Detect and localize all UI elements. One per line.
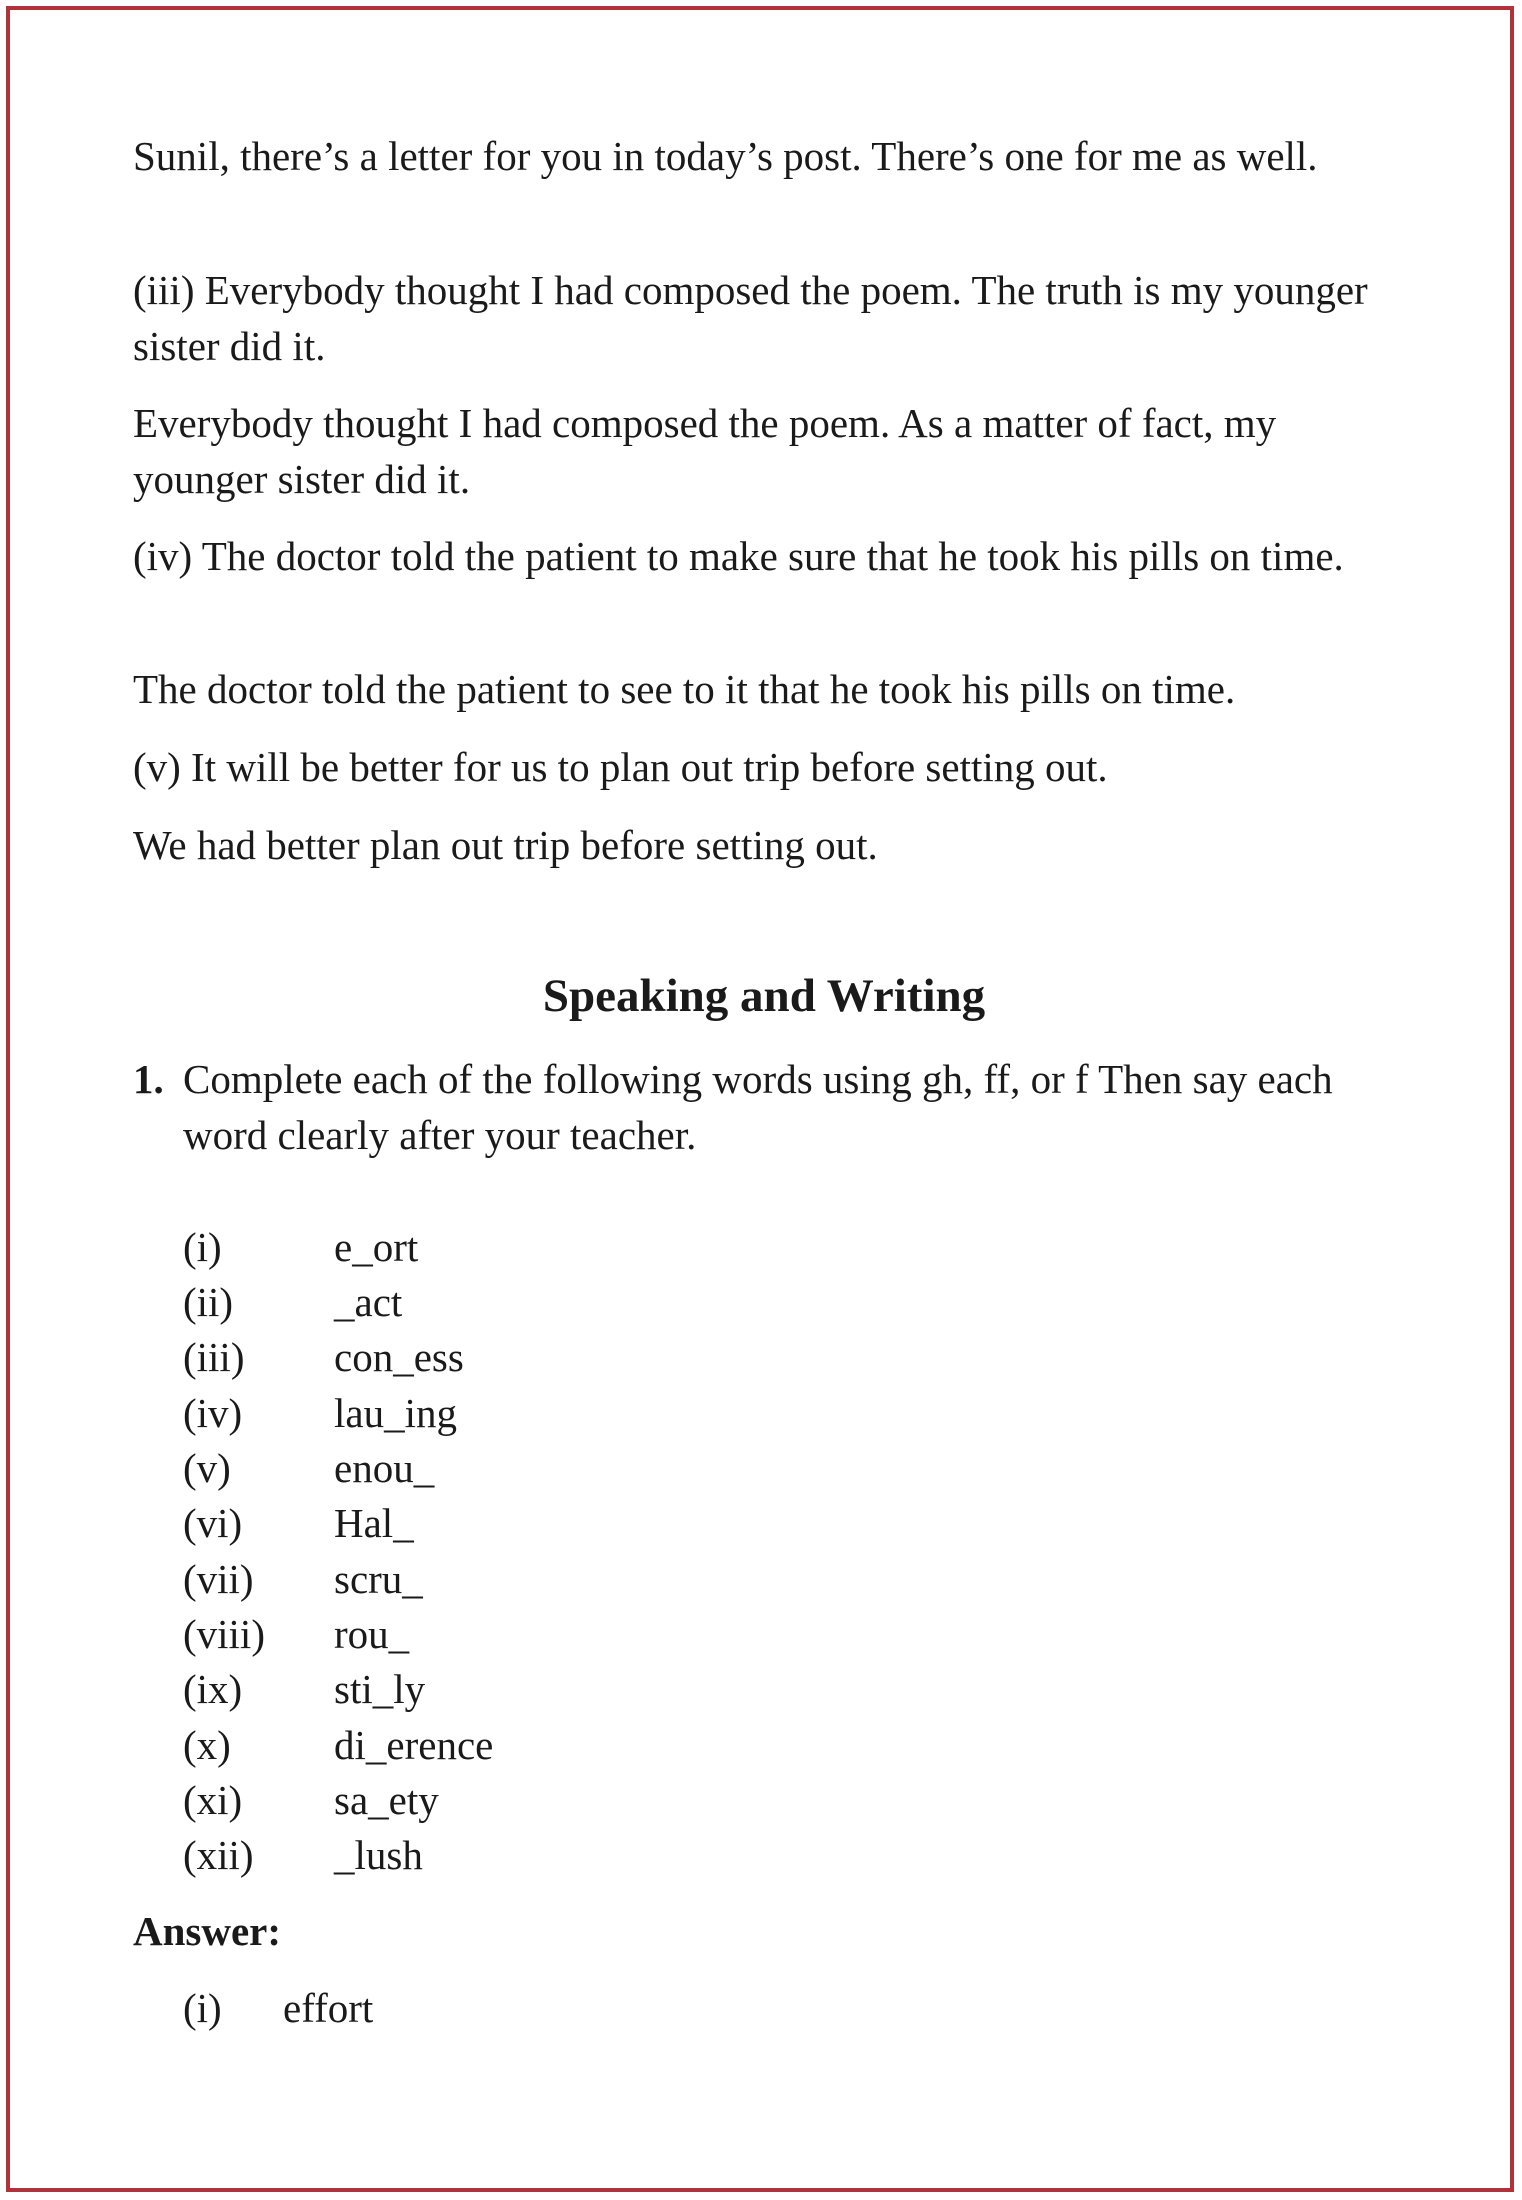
example-paragraph: The doctor told the patient to see to it that he took his pills on time.: [133, 666, 1236, 712]
answer-item: [183, 1980, 683, 2036]
example-paragraph: Sunil, there’s a letter for you in today’s post. There’s one for me as well.: [133, 133, 1318, 179]
list-item: [183, 1274, 783, 1330]
item-word: di_erence: [334, 1722, 494, 1768]
item-word: lau_ing: [334, 1390, 457, 1436]
example-paragraph: (v) It will be better for us to plan out trip before setting out.: [133, 744, 1108, 790]
list-item: [183, 1495, 783, 1551]
item-word: scru_: [334, 1556, 423, 1602]
list-item: [183, 1717, 783, 1773]
example-paragraph: We had better plan out trip before setting out.: [133, 822, 878, 868]
list-item: [183, 1385, 783, 1441]
answer-label: Answer:: [133, 1908, 282, 1954]
example-paragraph: (iv) The doctor told the patient to make sure that he took his pills on time.: [133, 533, 1344, 579]
answer-word: effort: [283, 1985, 374, 2031]
item-number: (i): [183, 1224, 222, 1270]
question-number: 1.: [133, 1056, 164, 1102]
item-number: (ii): [183, 1279, 234, 1325]
list-item: [183, 1606, 783, 1662]
section-heading: Speaking and Writing: [542, 970, 986, 1022]
example-paragraph: (iii) Everybody thought I had composed the poem. The truth is my younger sister did it.: [133, 267, 1368, 369]
list-item: [183, 1827, 783, 1883]
item-word: sti_ly: [334, 1666, 426, 1712]
question-text: Complete each of the following words using gh, ff, or f Then say each word clearly after your teacher.: [183, 1056, 1333, 1158]
item-number: (viii): [183, 1611, 265, 1657]
example-paragraph: Everybody thought I had composed the poem. As a matter of fact, my younger sister did it.: [133, 400, 1277, 502]
item-word: _act: [334, 1279, 403, 1325]
item-number: (iii): [183, 1334, 245, 1380]
list-item: [183, 1661, 783, 1717]
item-word: con_ess: [334, 1334, 464, 1380]
list-item: [183, 1329, 783, 1385]
item-word: enou_: [334, 1445, 435, 1491]
item-word: Hal_: [334, 1500, 414, 1546]
item-number: (iv): [183, 1390, 243, 1436]
list-item: [183, 1772, 783, 1828]
item-word: e_ort: [334, 1224, 419, 1270]
item-number: (v): [183, 1445, 231, 1491]
item-word: _lush: [334, 1832, 423, 1878]
item-number: (vi): [183, 1500, 243, 1546]
item-word: rou_: [334, 1611, 410, 1657]
list-item: [183, 1440, 783, 1496]
item-number: (xi): [183, 1777, 243, 1823]
answer-number: (i): [183, 1985, 222, 2031]
question: [133, 1051, 1395, 1163]
list-item: [183, 1551, 783, 1607]
item-number: (vii): [183, 1556, 254, 1602]
item-number: (xii): [183, 1832, 254, 1878]
item-number: (x): [183, 1722, 231, 1768]
item-number: (ix): [183, 1666, 243, 1712]
list-item: [183, 1219, 783, 1275]
item-word: sa_ety: [334, 1777, 439, 1823]
